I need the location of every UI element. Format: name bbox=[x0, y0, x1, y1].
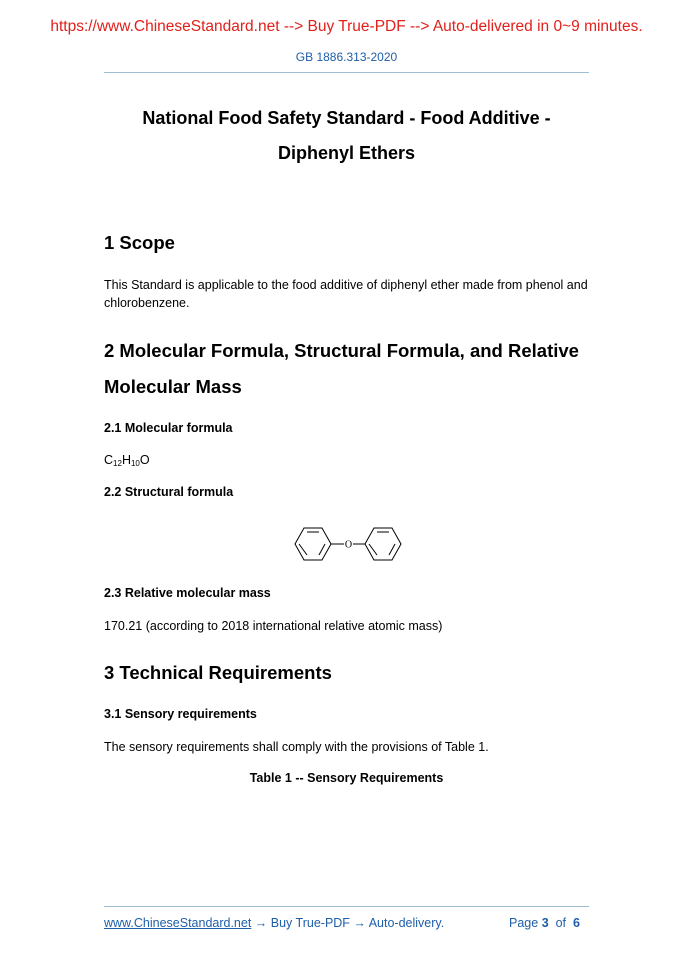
footer-divider bbox=[104, 906, 589, 907]
document-title bbox=[104, 101, 589, 171]
diphenyl-ether-structure bbox=[290, 522, 406, 566]
subsection-2-3-heading: 2.3 Relative molecular mass bbox=[104, 586, 271, 600]
left-benzene-ring bbox=[295, 528, 331, 560]
right-benzene-ring bbox=[365, 528, 401, 560]
molecular-formula bbox=[104, 453, 150, 467]
section-1-body: This Standard is applicable to the food additive of diphenyl ether made from phenol and chlorobenzene. bbox=[104, 278, 588, 310]
footer-tagline: → Buy True-PDF → Auto-delivery. bbox=[251, 916, 445, 930]
molecular-mass-text: 170.21 (according to 2018 international relative atomic mass) bbox=[104, 619, 443, 633]
section-2-heading bbox=[104, 333, 594, 405]
formula-hydrogen-count: 10 bbox=[130, 459, 140, 468]
section-2-heading-line-2: Molecular Mass bbox=[104, 376, 242, 397]
formula-oxygen: O bbox=[139, 453, 150, 467]
subsection-2-2-heading: 2.2 Structural formula bbox=[104, 485, 234, 499]
table-1-caption: Table 1 -- Sensory Requirements bbox=[249, 771, 444, 785]
page-current: 3 bbox=[541, 916, 549, 930]
standard-code: GB 1886.313-2020 bbox=[295, 50, 398, 64]
top-banner-link[interactable]: https://www.ChineseStandard.net --> Buy True-PDF --> Auto-delivered in 0~9 minutes. bbox=[50, 18, 643, 35]
page-label: Page bbox=[509, 916, 539, 930]
title-line-2: Diphenyl Ethers bbox=[277, 143, 416, 163]
formula-hydrogen: H bbox=[121, 453, 131, 467]
section-1-heading: 1 Scope bbox=[104, 232, 175, 253]
left-ring-double-bond-2 bbox=[319, 544, 325, 555]
formula-carbon: C bbox=[104, 453, 114, 467]
page-of: of bbox=[555, 916, 567, 930]
title-line-1: National Food Safety Standard - Food Additive - bbox=[142, 108, 551, 128]
header-divider bbox=[104, 72, 589, 73]
right-ring-double-bond-2 bbox=[389, 544, 395, 555]
subsection-3-1-heading: 3.1 Sensory requirements bbox=[104, 707, 257, 721]
footer-left bbox=[104, 916, 444, 930]
section-3-heading: 3 Technical Requirements bbox=[104, 662, 332, 683]
section-2-heading-line-1: 2 Molecular Formula, Structural Formula, and Relative bbox=[104, 340, 579, 361]
formula-carbon-count: 12 bbox=[113, 459, 122, 468]
subsection-2-1-heading: 2.1 Molecular formula bbox=[104, 421, 233, 435]
footer-site-link[interactable]: www.ChineseStandard.net bbox=[104, 916, 252, 930]
page-indicator bbox=[509, 916, 580, 930]
page-total: 6 bbox=[572, 916, 580, 930]
section-3-body: The sensory requirements shall comply with the provisions of Table 1. bbox=[104, 740, 489, 754]
oxygen-atom-label: O bbox=[344, 539, 353, 551]
